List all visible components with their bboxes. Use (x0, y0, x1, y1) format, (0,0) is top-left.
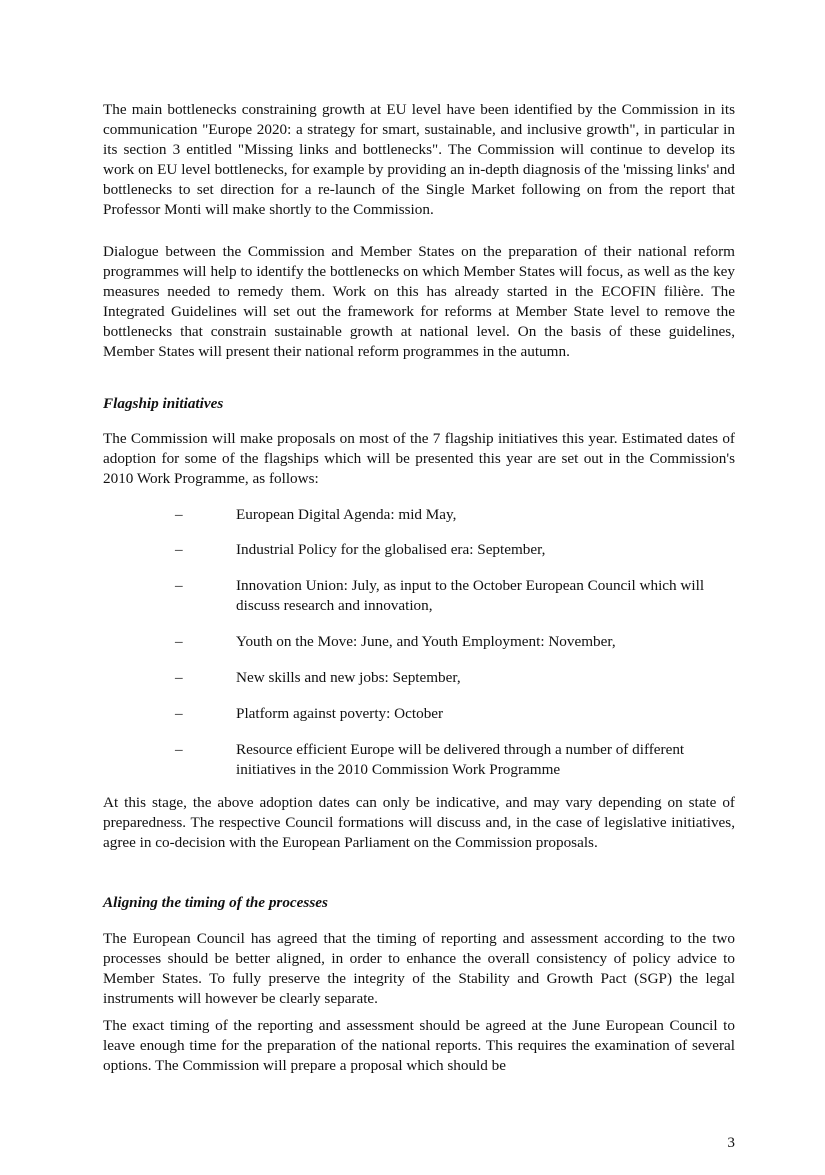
paragraph-text: The exact timing of the reporting and assessment should be agreed at the June European Council to leave enough time for the preparation of the national reports. This requires the examination of several options. The Commission will prepare a proposal which should be (103, 1017, 735, 1074)
dash-marker: – (175, 705, 183, 722)
list-item (103, 704, 735, 724)
heading-text: Flagship initiatives (103, 395, 224, 412)
paragraph-bottlenecks-eu-level (103, 100, 735, 220)
page-number: 3 (727, 1134, 735, 1151)
list-item-text: Industrial Policy for the globalised era: September, (236, 541, 546, 558)
list-item-text: Resource efficient Europe will be delivered through a number of different initiatives in the 2010 Commission Work Programme (236, 741, 685, 778)
paragraph-text: The Commission will make proposals on most of the 7 flagship initiatives this year. Estimated dates of adoption for some of the flagships which will be presented this year are set out in the Commission's 2010 Work Programme, as follows: (103, 430, 735, 487)
list-item-text: Platform against poverty: October (236, 705, 444, 722)
heading-text: Aligning the timing of the processes (103, 894, 328, 911)
dash-marker: – (175, 541, 183, 558)
dash-marker: – (175, 633, 183, 650)
section-heading-flagship (103, 394, 735, 414)
list-item-text: Innovation Union: July, as input to the October European Council which will discuss research and innovation, (236, 577, 705, 614)
paragraph-text: The European Council has agreed that the timing of reporting and assessment according to the two processes should be better aligned, in order to enhance the overall consistency of policy advice to Member States. To fully preserve the integrity of the Stability and Growth Pact (SGP) the legal instruments will however be clearly separate. (103, 930, 735, 1007)
dash-marker: – (175, 669, 183, 686)
list-item-text: European Digital Agenda: mid May, (236, 506, 457, 523)
paragraph-flagship-proposals (103, 429, 735, 489)
dash-marker: – (175, 741, 183, 758)
paragraph-text: The main bottlenecks constraining growth at EU level have been identified by the Commission in its communication "Europe 2020: a strategy for smart, sustainable, and inclusive growth", in particular in its section 3 entitled "Missing links and bottlenecks". The Commission will continue to develop its work on EU level bottlenecks, for example by providing an in-depth diagnosis of the 'missing links' and bottlenecks to set direction for a re-launch of the Single Market following on from the report that Professor Monti will make shortly to the Commission. (103, 101, 735, 218)
list-item (103, 632, 735, 652)
paragraph-timing-aligned (103, 929, 735, 1009)
section-heading-aligning (103, 893, 735, 913)
list-item-text: Youth on the Move: June, and Youth Employment: November, (236, 633, 616, 650)
paragraph-exact-timing (103, 1016, 735, 1076)
list-item (103, 540, 735, 560)
paragraph-text: At this stage, the above adoption dates can only be indicative, and may vary depending on state of preparedness. The respective Council formations will discuss and, in the case of legislative initiatives, agree in co-decision with the European Parliament on the Commission proposals. (103, 794, 735, 851)
list-item (103, 505, 735, 525)
list-item-text: New skills and new jobs: September, (236, 669, 461, 686)
list-item (103, 576, 735, 616)
dash-marker: – (175, 577, 183, 594)
paragraph-dialogue-member-states (103, 242, 735, 362)
paragraph-indicative-dates (103, 793, 735, 853)
paragraph-text: Dialogue between the Commission and Member States on the preparation of their national reform programmes will help to identify the bottlenecks on which Member States will focus, as well as the key measures needed to remedy them. Work on this has already started in the ECOFIN filière. The Integrated Guidelines will set out the framework for reforms at Member State level to remove the bottlenecks that constrain sustainable growth at national level. On the basis of these guidelines, Member States will present their national reform programmes in the autumn. (103, 243, 735, 360)
dash-marker: – (175, 506, 183, 523)
list-item (103, 668, 735, 688)
list-item (103, 740, 735, 780)
